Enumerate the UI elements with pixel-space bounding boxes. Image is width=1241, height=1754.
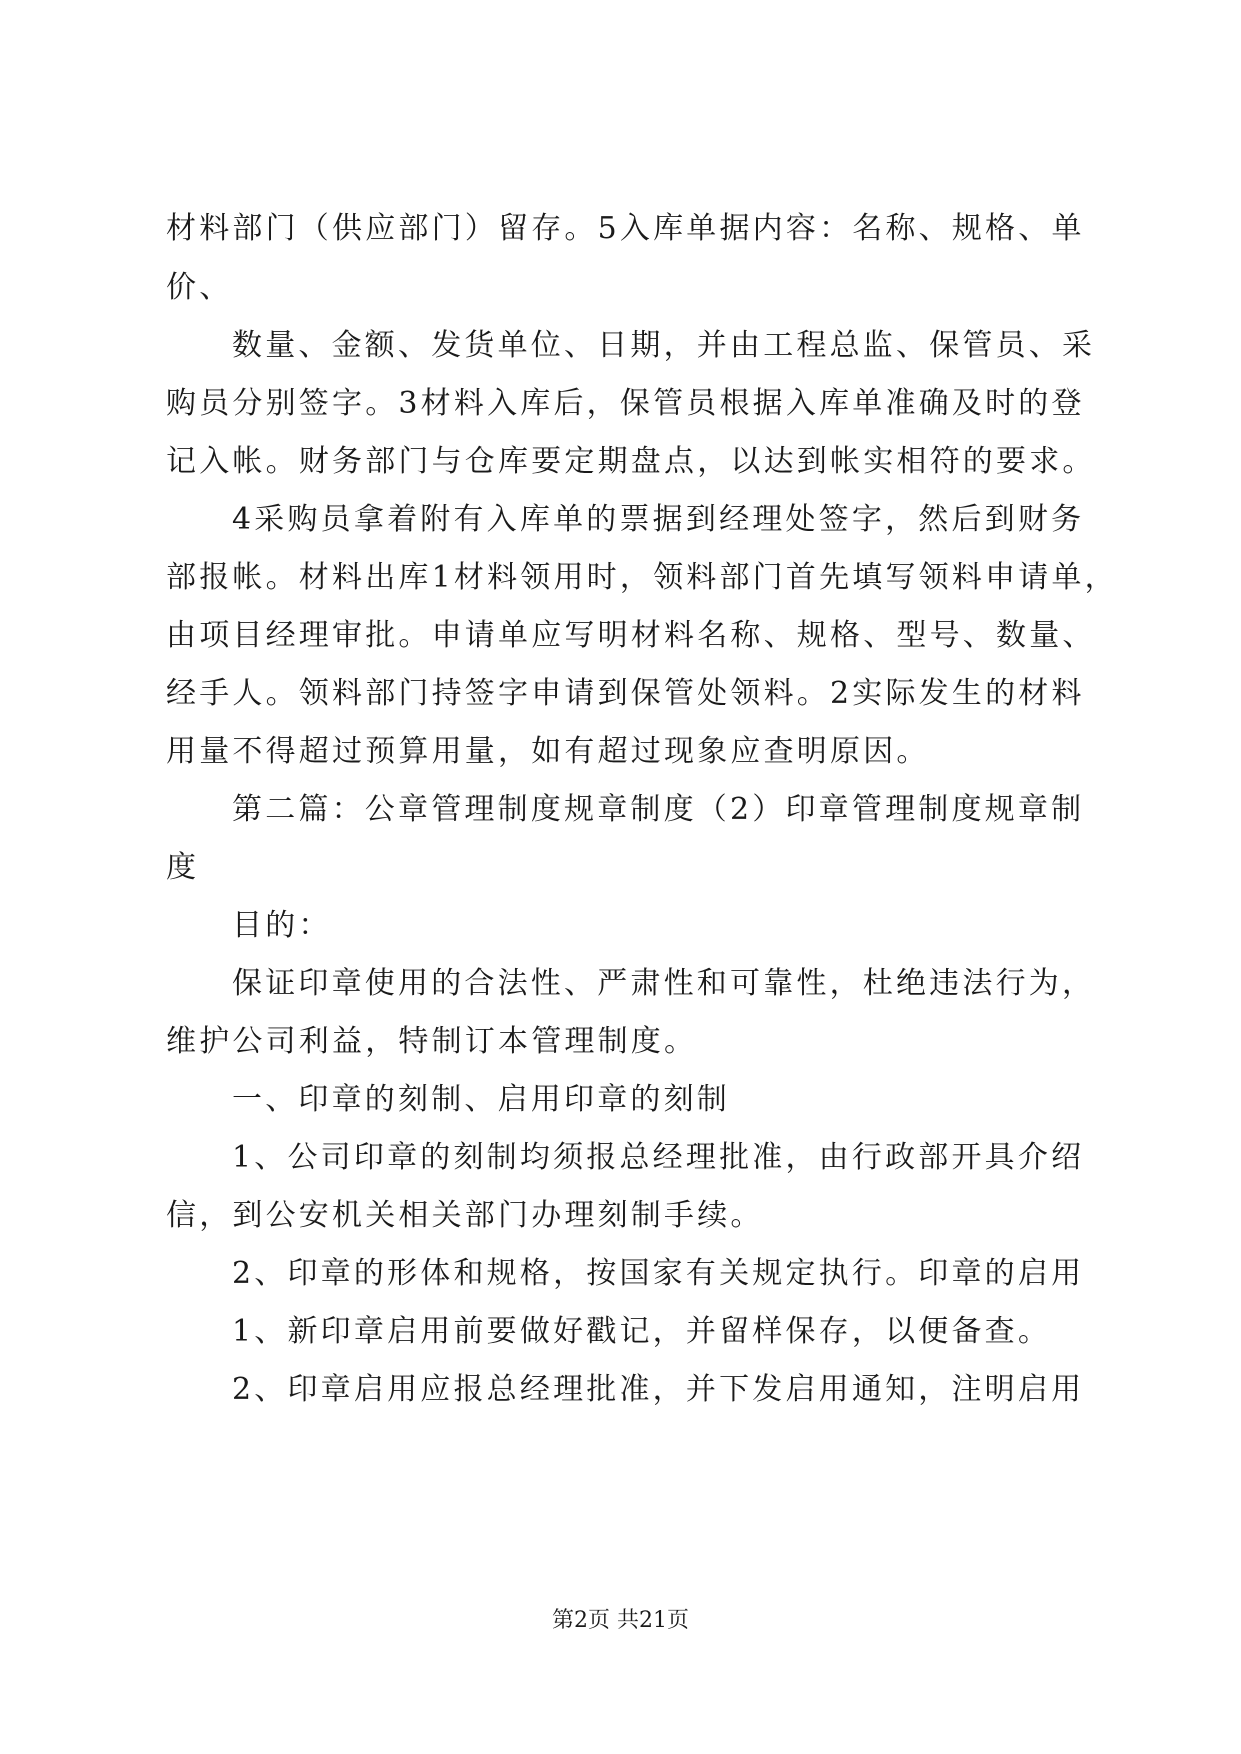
text-line: 4采购员拿着附有入库单的票据到经理处签字，然后到财务 (232, 502, 1085, 537)
section-heading: 度 (166, 850, 200, 885)
page-number-footer: 第2页 共21页 (552, 1608, 689, 1633)
text-line: 数量、金额、发货单位、日期，并由工程总监、保管员、采 (232, 328, 1096, 363)
text-line: 用量不得超过预算用量，如有超过现象应查明原因。 (166, 734, 930, 769)
text-line: 维护公司利益，特制订本管理制度。 (166, 1024, 698, 1059)
text-line: 保证印章使用的合法性、严肃性和可靠性，杜绝违法行为， (232, 966, 1096, 1001)
text-line: 目的： (232, 908, 332, 943)
section-heading: 第二篇：公章管理制度规章制度（2）印章管理制度规章制 (232, 792, 1085, 827)
text-line: 2、印章的形体和规格，按国家有关规定执行。印章的启用 (232, 1256, 1085, 1291)
text-line: 2、印章启用应报总经理批准，并下发启用通知，注明启用 (232, 1372, 1085, 1407)
text-line: 经手人。领料部门持签字申请到保管处领料。2实际发生的材料 (166, 676, 1085, 711)
text-line: 材料部门（供应部门）留存。5入库单据内容：名称、规格、单 (166, 211, 1085, 246)
text-line: 1、公司印章的刻制均须报总经理批准，由行政部开具介绍 (232, 1140, 1085, 1175)
text-line: 价、 (166, 270, 233, 305)
text-line: 部报帐。材料出库1材料领用时，领料部门首先填写领料申请单， (166, 560, 1118, 595)
text-line: 由项目经理审批。申请单应写明材料名称、规格、型号、数量、 (166, 618, 1096, 653)
text-line: 信，到公安机关相关部门办理刻制手续。 (166, 1198, 764, 1233)
text-line: 一、印章的刻制、启用印章的刻制 (232, 1082, 730, 1117)
text-line: 1、新印章启用前要做好戳记，并留样保存，以便备查。 (232, 1314, 1052, 1349)
text-line: 记入帐。财务部门与仓库要定期盘点，以达到帐实相符的要求。 (166, 444, 1096, 479)
text-line: 购员分别签字。3材料入库后，保管员根据入库单准确及时的登 (166, 386, 1085, 421)
